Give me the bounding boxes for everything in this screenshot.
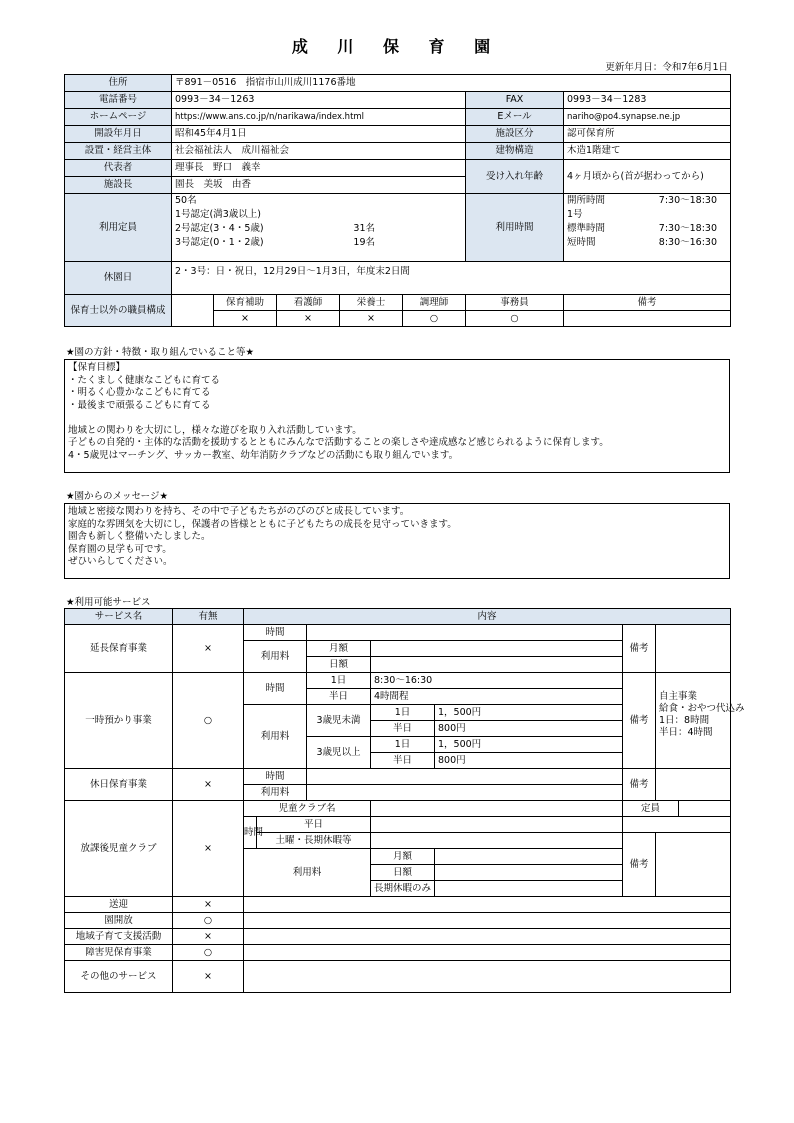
- staff-value-note: [564, 311, 731, 327]
- staff-header-assist: 保育補助: [214, 295, 277, 311]
- afterschool-longbreak-label: 長期休暇のみ: [371, 881, 435, 897]
- staff-value-clerk: ○: [466, 311, 564, 327]
- phone-value: 0993－34－1263: [172, 92, 466, 109]
- temporary-note-line: 自主事業: [659, 691, 698, 702]
- col-service-name: サービス名: [65, 609, 173, 625]
- hours-label: 利用時間: [466, 194, 564, 262]
- afterschool-note-label: 備考: [623, 833, 656, 897]
- phone-label: 電話番号: [65, 92, 172, 109]
- service-disability-name: 障害児保育事業: [65, 945, 173, 961]
- director-value: 園長 美坂 由香: [172, 177, 466, 194]
- hours-std-value: 7:30～18:30: [658, 223, 717, 234]
- message-heading: ★園からのメッセージ★: [66, 491, 168, 502]
- temporary-over3-label: 3歳児以上: [307, 737, 371, 769]
- message-line: 家庭的な雰囲気を大切にし，保護者の皆様とともに子どもたちの成長を見守っていきます。: [68, 518, 457, 530]
- policy-line: ・たくましく健康なこどもに育てる: [68, 374, 221, 386]
- temporary-under3-label: 3歳児未満: [307, 705, 371, 737]
- service-other-content: [244, 961, 731, 993]
- info-table: [64, 74, 731, 327]
- extended-fee-label: 利用料: [244, 641, 307, 673]
- service-afterschool-name: 放課後児童クラブ: [65, 801, 173, 897]
- rep-value: 理事長 野口 義幸: [172, 160, 466, 177]
- temporary-under3-half-value: 800円: [435, 721, 623, 737]
- message-line: 地域と密接な関わりを持ち、その中で子どもたちがのびのびと成長しています。: [68, 506, 410, 517]
- temporary-note-line: 半日：4時間: [659, 727, 713, 738]
- message-box: [64, 503, 730, 579]
- capacity-1-label: 1号認定(満3歳以上): [175, 209, 262, 220]
- capacity-3-label: 3号認定(0・1・2歳): [175, 237, 264, 248]
- temporary-fee-label: 利用料: [244, 705, 307, 769]
- extended-daily-label: 日額: [307, 657, 371, 673]
- temporary-under3-day-value: 1，500円: [435, 705, 623, 721]
- temporary-note-label: 備考: [623, 673, 656, 769]
- address-label: 住所: [65, 75, 172, 92]
- temporary-time-label: 時間: [244, 673, 307, 705]
- policy-line: ・最後まで頑張るこどもに育てる: [68, 399, 211, 411]
- afterschool-club-name-label: 児童クラブ名: [244, 801, 371, 817]
- hours-1-label: 1号: [567, 209, 583, 220]
- temporary-halfday-label: 半日: [307, 689, 371, 705]
- page-title: 成 川 保 育 園: [291, 37, 503, 56]
- service-other-avail: ×: [173, 961, 244, 993]
- capacity-box: [172, 194, 466, 262]
- afterschool-weekday-label: 平日: [257, 817, 371, 833]
- opened-value: 昭和45年4月1日: [172, 126, 466, 143]
- policy-box: [64, 359, 730, 473]
- service-open-house-name: 園開放: [65, 913, 173, 929]
- homepage-label: ホームページ: [65, 109, 172, 126]
- service-extended-name: 延長保育事業: [65, 625, 173, 673]
- hours-box: [564, 194, 731, 262]
- staff-value-cook: ○: [403, 311, 466, 327]
- facility-type-label: 施設区分: [466, 126, 564, 143]
- staff-header-nutritionist: 栄養士: [340, 295, 403, 311]
- policy-line: 子どもの自発的・主体的な活動を援助するとともにみんなで活動することの楽しさや達成感など感じられるように保育します。: [68, 437, 609, 448]
- policy-line: 地域との関わりを大切にし，様々な遊びを取り入れ活動しています。: [68, 424, 362, 436]
- message-line: 保育園の見学も可です。: [68, 543, 172, 555]
- address-value: 〒891－0516 指宿市山川成川1176番地: [172, 75, 731, 92]
- holiday-fee-label: 利用料: [244, 785, 307, 801]
- temporary-under3-day-label: 1日: [371, 705, 435, 721]
- services-table: [64, 608, 745, 993]
- service-disability-content: [244, 945, 731, 961]
- service-other-name: その他のサービス: [65, 961, 173, 993]
- temporary-over3-half-value: 800円: [435, 753, 623, 769]
- policy-line: 【保育目標】: [68, 362, 126, 373]
- service-community-name: 地域子育て支援活動: [65, 929, 173, 945]
- policy-line: ・明るく心豊かなこどもに育てる: [68, 387, 211, 398]
- hours-std-label: 標準時間: [567, 223, 606, 234]
- extended-note-value: [656, 625, 731, 673]
- afterschool-saturday-value: [371, 833, 623, 849]
- capacity-label: 利用定員: [65, 194, 172, 262]
- service-afterschool-avail: ×: [173, 801, 244, 897]
- services-heading: ★利用可能サービス: [66, 597, 151, 608]
- afterschool-daily-label: 日額: [371, 865, 435, 881]
- operator-value: 社会福祉法人 成川福祉会: [172, 143, 466, 160]
- extended-time-value: [307, 625, 623, 641]
- extended-note-label: 備考: [623, 625, 656, 673]
- extended-time-label: 時間: [244, 625, 307, 641]
- fax-label: FAX: [466, 92, 564, 109]
- updated-date: 更新年月日：令和7年6月1日: [605, 62, 728, 73]
- afterschool-monthly-value: [435, 849, 623, 865]
- extended-daily-value: [371, 657, 623, 673]
- capacity-2-label: 2号認定(3・4・5歳): [175, 223, 264, 234]
- staff-spacer: [172, 295, 214, 327]
- service-open-house-content: [244, 913, 731, 929]
- holiday-time-value: [307, 769, 623, 785]
- holiday-value: 2・3号：日・祝日，12月29日～1月3日，年度末2日間: [172, 262, 731, 295]
- afterschool-monthly-label: 月額: [371, 849, 435, 865]
- service-extended-avail: ×: [173, 625, 244, 673]
- temporary-over3-half-label: 半日: [371, 753, 435, 769]
- email-value[interactable]: nariho@po4.synapse.ne.jp: [564, 109, 731, 126]
- policy-line: 4・5歳児はマーチング、サッカー教室、幼年消防クラブなどの活動にも取り組んでいます。: [68, 449, 459, 461]
- structure-value: 木造1階建て: [564, 143, 731, 160]
- capacity-3-value: 19名: [353, 237, 375, 248]
- operator-label: 設置・経営主体: [65, 143, 172, 160]
- holiday-label: 休園日: [65, 262, 172, 295]
- hours-open-value: 7:30～18:30: [658, 195, 717, 206]
- holiday-fee-value: [307, 785, 623, 801]
- service-open-house-avail: ○: [173, 913, 244, 929]
- temporary-note-line: 1日：8時間: [659, 715, 710, 726]
- message-line: ぜひいらしてください。: [68, 556, 173, 567]
- staff-header-nurse: 看護師: [277, 295, 340, 311]
- service-transport-content: [244, 897, 731, 913]
- director-label: 施設長: [65, 177, 172, 194]
- col-availability: 有無: [173, 609, 244, 625]
- afterschool-saturday-label: 土曜・長期休暇等: [257, 833, 371, 849]
- service-holiday-avail: ×: [173, 769, 244, 801]
- hours-short-label: 短時間: [567, 237, 596, 248]
- message-line: 園舎も新しく整備いたしました。: [68, 531, 211, 542]
- afterschool-weekday-value: [371, 817, 623, 833]
- afterschool-capacity-value: [679, 801, 731, 817]
- temporary-over3-day-value: 1，500円: [435, 737, 623, 753]
- holiday-note-value: [656, 769, 731, 801]
- afterschool-daily-value: [435, 865, 623, 881]
- accept-age-label: 受け入れ年齢: [466, 160, 564, 194]
- temporary-note-line: 給食・おやつ代込み: [659, 703, 745, 714]
- capacity-2-value: 31名: [353, 223, 375, 234]
- afterschool-fee-label: 利用料: [244, 849, 371, 897]
- afterschool-capacity-label: 定員: [623, 801, 679, 817]
- accept-age-value: 4ヶ月頃から(首が据わってから): [564, 160, 731, 194]
- structure-label: 建物構造: [466, 143, 564, 160]
- staff-value-nurse: ×: [277, 311, 340, 327]
- staff-value-assist: ×: [214, 311, 277, 327]
- facility-type-value: 認可保育所: [564, 126, 731, 143]
- staff-header-note: 備考: [564, 295, 731, 311]
- staff-header-cook: 調理師: [403, 295, 466, 311]
- service-community-avail: ×: [173, 929, 244, 945]
- hours-short-value: 8:30～16:30: [658, 237, 717, 248]
- afterschool-time-label: 時間: [244, 817, 257, 849]
- temporary-under3-half-label: 半日: [371, 721, 435, 737]
- staff-value-nutritionist: ×: [340, 311, 403, 327]
- homepage-value[interactable]: https://www.ans.co.jp/n/narikawa/index.html: [172, 109, 466, 126]
- service-temporary-name: 一時預かり事業: [65, 673, 173, 769]
- service-temporary-avail: ○: [173, 673, 244, 769]
- email-label: Eメール: [466, 109, 564, 126]
- service-transport-name: 送迎: [65, 897, 173, 913]
- afterschool-note-value: [656, 833, 731, 897]
- service-disability-avail: ○: [173, 945, 244, 961]
- policy-heading: ★園の方針・特徴・取り組んでいること等★: [66, 347, 255, 358]
- col-content: 内容: [244, 609, 731, 625]
- service-holiday-name: 休日保育事業: [65, 769, 173, 801]
- staff-header-clerk: 事務員: [466, 295, 564, 311]
- staff-label: 保育士以外の職員構成: [65, 295, 172, 327]
- fax-value: 0993－34－1283: [564, 92, 731, 109]
- temporary-fullday-value: 8:30～16:30: [371, 673, 623, 689]
- temporary-note-value: [656, 673, 745, 769]
- extended-monthly-label: 月額: [307, 641, 371, 657]
- temporary-halfday-value: 4時間程: [371, 689, 623, 705]
- rep-label: 代表者: [65, 160, 172, 177]
- holiday-time-label: 時間: [244, 769, 307, 785]
- extended-monthly-value: [371, 641, 623, 657]
- capacity-total: 50名: [175, 195, 197, 206]
- service-transport-avail: ×: [173, 897, 244, 913]
- holiday-note-label: 備考: [623, 769, 656, 801]
- temporary-fullday-label: 1日: [307, 673, 371, 689]
- service-community-content: [244, 929, 731, 945]
- temporary-over3-day-label: 1日: [371, 737, 435, 753]
- policy-line: [68, 412, 726, 425]
- hours-open-label: 開所時間: [567, 195, 606, 206]
- afterschool-club-name-value: [371, 801, 623, 817]
- opened-label: 開設年月日: [65, 126, 172, 143]
- afterschool-top-blank: [623, 817, 731, 833]
- afterschool-longbreak-value: [435, 881, 623, 897]
